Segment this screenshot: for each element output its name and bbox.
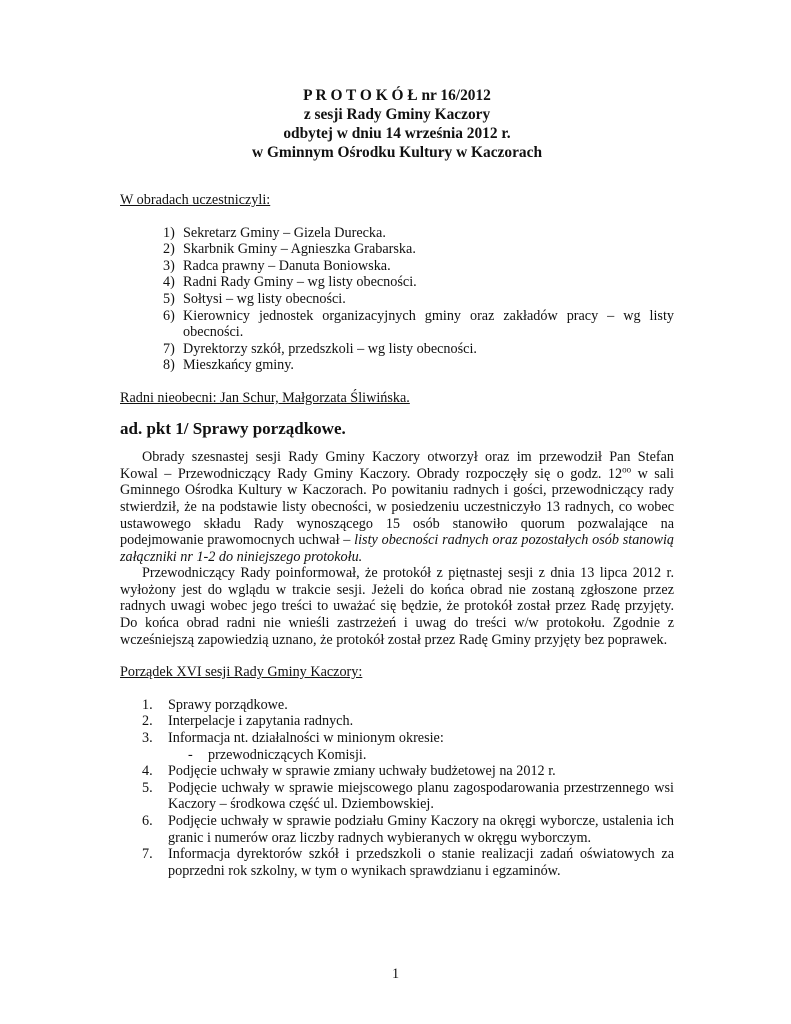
page-number: 1 [391, 966, 400, 982]
list-item: 3. Informacja nt. działalności w minionym okresie: [142, 730, 444, 747]
list-item: 5) Sołtysi – wg listy obecności. [163, 290, 346, 307]
agenda-subitem: - przewodniczących Komisji. [188, 746, 367, 763]
list-item: 4) Radni Rady Gminy – wg listy obecności. [163, 274, 417, 291]
agenda-list [120, 697, 674, 747]
document-title [120, 86, 674, 162]
list-item: 3) Radca prawny – Danuta Boniowska. [163, 257, 391, 274]
list-item: 2. Interpelacje i zapytania radnych. [142, 713, 354, 730]
list-item: 4. Podjęcie uchwały w sprawie zmiany uchwały budżetowej na 2012 r. [142, 763, 556, 780]
title-line-2: z sesji Rady Gminy Kaczory [303, 106, 491, 123]
list-item: 1) Sekretarz Gminy – Gizela Durecka. [163, 224, 386, 241]
list-item: 5. Podjęcie uchwały w sprawie miejscowego planu zagospodarowania przestrzennego wsi Kaczory – środkowa część ul. Dziembowskiej. [142, 779, 674, 813]
list-item: 2) Skarbnik Gminy – Agnieszka Grabarska. [163, 241, 416, 258]
title-line-3: odbytej w dniu 14 września 2012 r. [283, 125, 511, 142]
title-line-1: P R O T O K Ó Ł nr 16/2012 [303, 87, 491, 104]
title-line-4: w Gminnym Ośrodku Kultury w Kaczorach [251, 144, 543, 161]
list-item: 8) Mieszkańcy gminy. [163, 357, 294, 374]
paragraph-opening: Obrady szesnastej sesji Rady Gminy Kaczory otworzył oraz im przewodził Pan Stefan Kowal – Przewodniczący Rady Gminy Kaczory. Obrady rozpoczęły się o godz. $12^{oo}$ w sali Gminnego Ośrodka Kultury w Kaczorach. Po powitaniu radnych i gości, przewodniczący rady stwierdził, że na podstawie listy obecności, w posiedzeniu uczestniczyło 13 radnych, co wobec ustawowego składu Rady wynoszącego 15 osób stanowiło quorum pozwalające na podejmowanie prawomocnych uchwał – listy obecności radnych oraz pozostałych osób stanowią załączniki nr 1-2 do niniejszego protokołu. [120, 449, 674, 565]
list-item: 7. Informacja dyrektorów szkół i przedszkoli o stanie realizacji zadań oświatowych za poprzedni rok szkolny, w tym o wynikach sprawdzianu i egzaminów. [142, 846, 674, 879]
agenda-heading: Porządek XVI sesji Rady Gminy Kaczory: [120, 664, 363, 681]
section-heading: ad. pkt 1/ Sprawy porządkowe. [120, 418, 346, 438]
agenda-list-continued [120, 763, 674, 879]
absent-members: Radni nieobecni: Jan Schur, Małgorzata Śliwińska. [120, 389, 410, 406]
document-page [120, 86, 674, 879]
attendees-list [120, 225, 674, 374]
list-item: 7) Dyrektorzy szkół, przedszkoli – wg listy obecności. [163, 340, 477, 357]
list-item: 6. Podjęcie uchwały w sprawie podziału Gminy Kaczory na okręgi wyborcze, ustalenia ich granic i numerów oraz liczby radnych wybieranych w okręgu wyborczym. [142, 813, 674, 846]
list-item: 1. Sprawy porządkowe. [142, 696, 288, 713]
attendees-heading: W obradach uczestniczyli: [120, 192, 271, 208]
paragraph-minutes: Przewodniczący Rady poinformował, że protokół z piętnastej sesji z dnia 13 lipca 2012 r. wyłożony jest do wglądu w trakcie sesji. Jeżeli do końca obrad nie zostaną zgłoszone przez radnych uwagi wobec jego treści to uważać się będzie, że protokół został przez Radę przyjęty. Do końca obrad radni nie wnieśli zastrzeżeń i uwag do treści w/w protokołu. Zgodnie z wcześniejszą zapowiedzią uznano, że protokół został przez Radę Gminy przyjęty bez poprawek. [120, 565, 674, 648]
list-item: 6) Kierownicy jednostek organizacyjnych gminy oraz zakładów pracy – wg listy obecności. [163, 307, 674, 341]
